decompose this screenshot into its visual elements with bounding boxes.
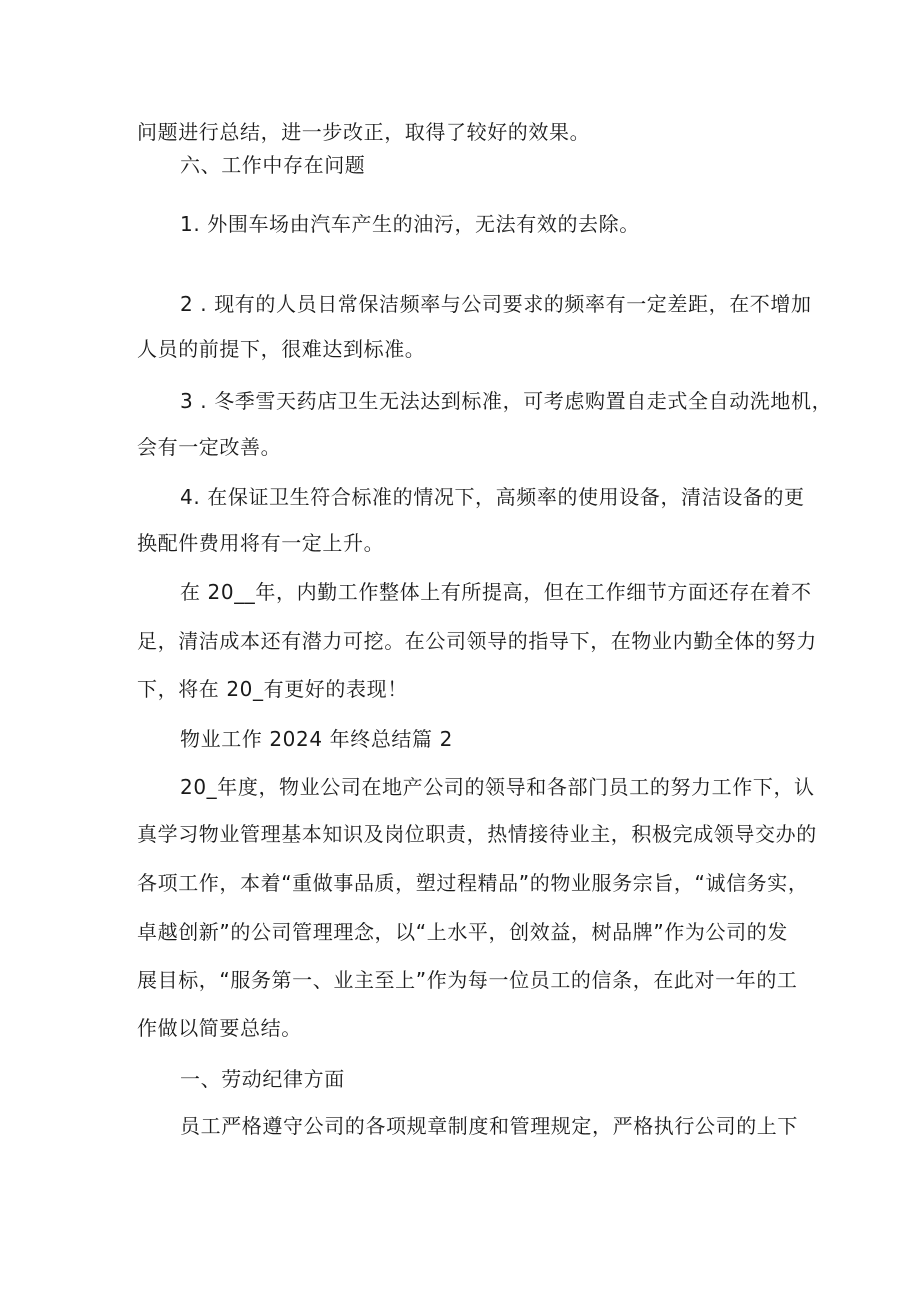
paragraph-line: 真学习物业管理基本知识及岗位职责，热情接待业主，积极完成领导交办的	[137, 822, 817, 846]
list-item: 4. 在保证卫生符合标准的情况下，高频率的使用设备，清洁设备的更	[180, 485, 805, 509]
list-item: 3 . 冬季雪天药店卫生无法达到标准，可考虑购置自走式全自动洗地机，	[180, 389, 833, 413]
paragraph-line: 问题进行总结，进一步改正，取得了较好的效果。	[137, 120, 591, 144]
paragraph-line: 20_年度，物业公司在地产公司的领导和各部门员工的努力工作下，认	[180, 775, 815, 799]
paragraph-line: 下，将在 20_有更好的表现！	[137, 677, 408, 701]
paragraph-line: 换配件费用将有一定上升。	[137, 531, 385, 555]
paragraph-line: 卓越创新”的公司管理理念，以“上水平，创效益，树品牌”作为公司的发	[137, 920, 788, 944]
paragraph-line: 员工严格遵守公司的各项规章制度和管理规定，严格执行公司的上下	[180, 1114, 798, 1138]
section-heading: 一、劳动纪律方面	[180, 1067, 345, 1091]
list-item: 2 . 现有的人员日常保洁频率与公司要求的频率有一定差距，在不增加	[180, 292, 812, 316]
paragraph-line: 在 20__年，内勤工作整体上有所提高，但在工作细节方面还存在着不	[180, 580, 812, 604]
paragraph-line: 各项工作，本着“重做事品质，塑过程精品”的物业服务宗旨，“诚信务实，	[137, 871, 809, 895]
list-item: 1. 外围车场由汽车产生的油污，无法有效的去除。	[180, 212, 640, 236]
paragraph-line: 会有一定改善。	[137, 435, 282, 459]
section-heading: 六、工作中存在问题	[180, 153, 366, 177]
paragraph-line: 作做以简要总结。	[137, 1016, 302, 1040]
article-title: 物业工作 2024 年终总结篇 2	[180, 727, 453, 751]
paragraph-line: 人员的前提下，很难达到标准。	[137, 337, 426, 361]
paragraph-line: 足，清洁成本还有潜力可挖。在公司领导的指导下，在物业内勤全体的努力	[137, 629, 817, 653]
paragraph-line: 展目标，“服务第一、业主至上”作为每一位员工的信条，在此对一年的工	[137, 968, 798, 992]
